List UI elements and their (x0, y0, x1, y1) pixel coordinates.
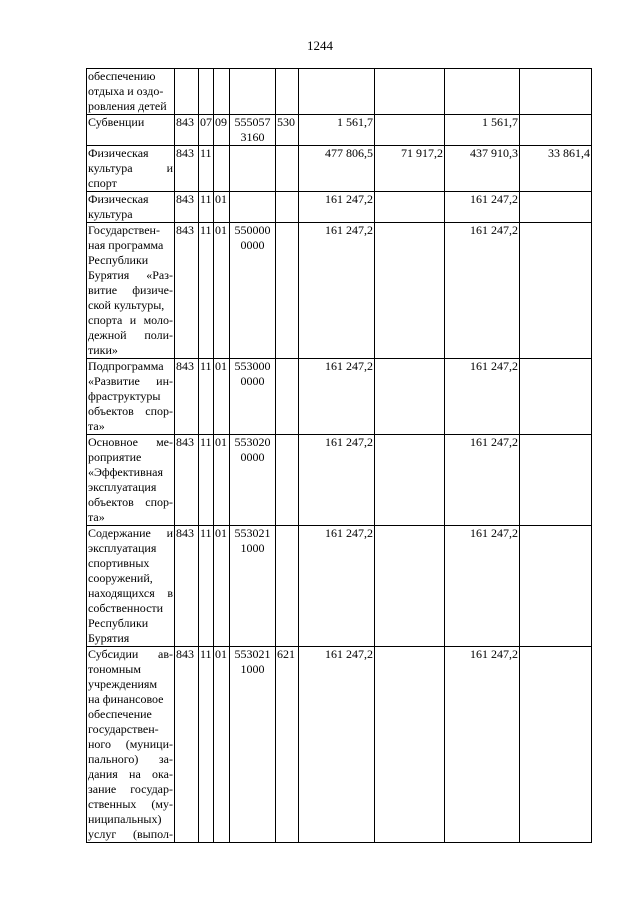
target-article-code (230, 526, 276, 647)
table-row (87, 435, 592, 526)
ved-code: 843 (175, 647, 199, 843)
amount-total: 161 247,2 (299, 435, 375, 526)
row-name (87, 146, 175, 192)
row-name-line: ской культуры, (88, 298, 165, 312)
amount-total: 161 247,2 (299, 647, 375, 843)
row-name-line: та» (88, 510, 105, 524)
amount-total: 1 561,7 (299, 115, 375, 146)
expense-type-code (276, 146, 299, 192)
amount-col-3 (520, 435, 592, 526)
amount-col-2: 161 247,2 (445, 192, 520, 223)
amount-col-1 (375, 69, 445, 115)
amount-col-2: 437 910,3 (445, 146, 520, 192)
amount-col-1 (375, 359, 445, 435)
row-name-line: «Развитие ин- (88, 374, 173, 388)
row-name (87, 115, 175, 146)
row-name-line: спорта и моло- (88, 313, 173, 327)
ved-code: 843 (175, 526, 199, 647)
amount-col-3: 33 861,4 (520, 146, 592, 192)
row-name-line: Основное ме- (88, 435, 173, 449)
row-name-line: ственных (му- (88, 797, 173, 811)
amount-col-2: 161 247,2 (445, 359, 520, 435)
row-name-line: витие физиче- (88, 283, 173, 297)
ved-code: 843 (175, 146, 199, 192)
row-name-line: обеспечению (88, 69, 156, 83)
target-article-code-part: 1000 (240, 662, 265, 676)
table-row (87, 647, 592, 843)
target-article-code (230, 223, 276, 359)
target-article-code-part: 3160 (240, 130, 265, 144)
amount-col-2 (445, 69, 520, 115)
row-name (87, 435, 175, 526)
row-name-line: собственности (88, 601, 164, 615)
amount-col-3 (520, 69, 592, 115)
target-article-code (230, 69, 276, 115)
target-article-code (230, 647, 276, 843)
amount-col-1 (375, 115, 445, 146)
expense-type-code (276, 223, 299, 359)
row-name-line: находящихся в (88, 586, 173, 600)
target-article-code-part: 1000 (240, 541, 265, 555)
row-name-line: тономным (88, 662, 141, 676)
row-name-line: Государствен- (88, 223, 160, 237)
row-name-line: Республики (88, 616, 149, 630)
subsection-code: 01 (214, 223, 230, 359)
row-name-line: эксплуатация (88, 541, 157, 555)
expense-type-code: 621 (276, 647, 299, 843)
table-row (87, 146, 592, 192)
expense-type-code (276, 69, 299, 115)
ved-code: 843 (175, 359, 199, 435)
row-name-line: культура (88, 207, 133, 221)
amount-col-1 (375, 192, 445, 223)
amount-col-3 (520, 526, 592, 647)
target-article-code (230, 359, 276, 435)
amount-col-3 (520, 223, 592, 359)
target-article-code (230, 115, 276, 146)
ved-code (175, 69, 199, 115)
amount-col-1 (375, 435, 445, 526)
row-name (87, 69, 175, 115)
row-name-line: спорт (88, 176, 117, 190)
row-name (87, 359, 175, 435)
ved-code: 843 (175, 435, 199, 526)
amount-col-1 (375, 647, 445, 843)
subsection-code (214, 146, 230, 192)
amount-col-2: 161 247,2 (445, 223, 520, 359)
target-article-code-part: 550000 (234, 223, 271, 237)
amount-total (299, 69, 375, 115)
row-name-line: роприятие (88, 450, 142, 464)
row-name-line: Физическая (88, 192, 149, 206)
row-name-line: Бурятия «Раз- (88, 268, 173, 282)
row-name-line: зание государ- (88, 782, 173, 796)
amount-total: 161 247,2 (299, 192, 375, 223)
row-name (87, 526, 175, 647)
row-name-line: Субсидии ав- (88, 647, 173, 661)
table-row (87, 359, 592, 435)
amount-col-1 (375, 526, 445, 647)
expense-type-code (276, 192, 299, 223)
subsection-code: 01 (214, 192, 230, 223)
ved-code: 843 (175, 223, 199, 359)
row-name-line: Содержание и (88, 526, 173, 540)
row-name-line: Физическая (88, 146, 149, 160)
section-code: 11 (199, 647, 214, 843)
row-name-line: Субвенции (88, 115, 145, 129)
table-row (87, 223, 592, 359)
row-name-line: та» (88, 419, 105, 433)
subsection-code (214, 69, 230, 115)
expense-type-code (276, 435, 299, 526)
section-code (199, 69, 214, 115)
row-name-line: отдыха и оздо- (88, 84, 164, 98)
amount-total: 161 247,2 (299, 359, 375, 435)
row-name-line: ного (муници- (88, 737, 173, 751)
amount-col-3 (520, 359, 592, 435)
target-article-code-part: 0000 (240, 450, 265, 464)
target-article-code (230, 146, 276, 192)
ved-code: 843 (175, 192, 199, 223)
row-name-line: ная программа (88, 238, 164, 252)
expense-type-code (276, 359, 299, 435)
target-article-code-part: 553000 (234, 359, 271, 373)
target-article-code-part: 555057 (234, 115, 271, 129)
amount-col-2: 161 247,2 (445, 526, 520, 647)
amount-col-2: 161 247,2 (445, 435, 520, 526)
ved-code: 843 (175, 115, 199, 146)
table-body (87, 69, 592, 843)
section-code: 11 (199, 146, 214, 192)
amount-total: 477 806,5 (299, 146, 375, 192)
target-article-code-part: 0000 (240, 374, 265, 388)
row-name-line: эксплуатация (88, 480, 157, 494)
expense-type-code (276, 526, 299, 647)
subsection-code: 01 (214, 526, 230, 647)
row-name-line: объектов спор- (88, 404, 173, 418)
amount-col-2: 1 561,7 (445, 115, 520, 146)
row-name-line: ровления детей (88, 99, 167, 113)
amount-total: 161 247,2 (299, 526, 375, 647)
section-code: 11 (199, 526, 214, 647)
target-article-code-part: 0000 (240, 238, 265, 252)
table-row (87, 526, 592, 647)
row-name-line: тики» (88, 343, 118, 357)
amount-col-3 (520, 115, 592, 146)
amount-col-1 (375, 223, 445, 359)
subsection-code: 01 (214, 647, 230, 843)
expense-type-code: 530 (276, 115, 299, 146)
section-code: 07 (199, 115, 214, 146)
target-article-code (230, 192, 276, 223)
row-name (87, 647, 175, 843)
section-code: 11 (199, 223, 214, 359)
amount-col-3 (520, 192, 592, 223)
section-code: 11 (199, 435, 214, 526)
row-name-line: Подпрограмма (88, 359, 164, 373)
row-name-line: ниципальных) (88, 812, 162, 826)
row-name (87, 192, 175, 223)
section-code: 11 (199, 359, 214, 435)
row-name-line: спортивных (88, 556, 150, 570)
row-name-line: сооружений, (88, 571, 153, 585)
row-name-line: учреждениям (88, 677, 158, 691)
row-name-line: дания на ока- (88, 767, 173, 781)
row-name-line: услуг (выпол- (88, 827, 173, 841)
section-code: 11 (199, 192, 214, 223)
row-name-line: пального) за- (88, 752, 173, 766)
row-name-line: «Эффективная (88, 465, 163, 479)
subsection-code: 09 (214, 115, 230, 146)
row-name-line: фраструктуры (88, 389, 161, 403)
target-article-code (230, 435, 276, 526)
subsection-code: 01 (214, 359, 230, 435)
row-name-line: дежной поли- (88, 328, 173, 342)
row-name-line: на финансовое (88, 692, 164, 706)
amount-col-2: 161 247,2 (445, 647, 520, 843)
amount-total: 161 247,2 (299, 223, 375, 359)
row-name-line: культура и (88, 161, 173, 175)
row-name (87, 223, 175, 359)
row-name-line: Республики (88, 253, 149, 267)
page-number: 1244 (307, 38, 333, 53)
budget-table (86, 68, 592, 843)
row-name-line: обеспечение (88, 707, 152, 721)
amount-col-3 (520, 647, 592, 843)
target-article-code-part: 553021 (234, 647, 271, 661)
target-article-code-part: 553020 (234, 435, 271, 449)
table-row (87, 69, 592, 115)
subsection-code: 01 (214, 435, 230, 526)
row-name-line: Бурятия (88, 631, 130, 645)
table-row (87, 192, 592, 223)
row-name-line: государствен- (88, 722, 159, 736)
target-article-code-part: 553021 (234, 526, 271, 540)
amount-col-1: 71 917,2 (375, 146, 445, 192)
row-name-line: объектов спор- (88, 495, 173, 509)
table-row (87, 115, 592, 146)
